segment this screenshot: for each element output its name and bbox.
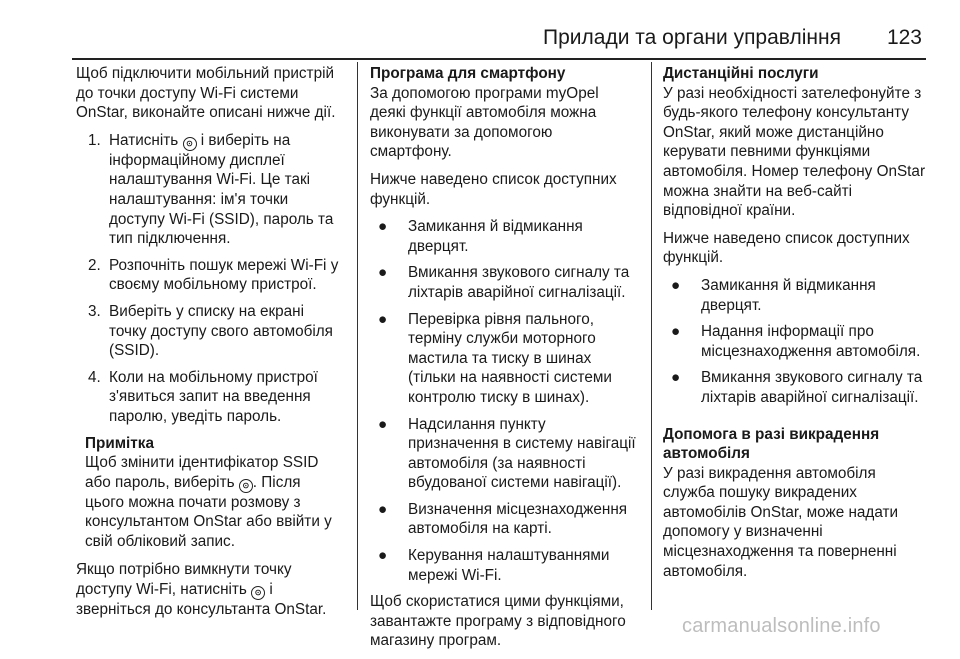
note [76, 434, 342, 552]
page-header [0, 26, 922, 56]
theft-assist-text: У разі викрадення автомобіля служба пошуку викрадених автомобілів OnStar, може надати допомогу у визначенні місцезнаходження та поверненні автомобіля. [663, 464, 899, 580]
note-text: Щоб змінити ідентифікатор SSID або пароль, виберіть ⊙ . Після цього можна почати розмову з консультантом OnStar або ввійти у свій обліковий запис. [85, 454, 332, 550]
smartphone-app-heading: Програма для смартфону [370, 65, 566, 82]
list-item: ● Визначення місцезнаходження автомобіля на карті. [378, 500, 628, 538]
step-text: Коли на мобільному пристрої з'явиться запит на введення паролю, уведіть пароль. [109, 368, 318, 425]
remote-services-intro: У разі необхідності зателефонуйте з будь-якого телефону консультанту OnStar, який може дистанційно керувати певними функціями автомобіля. Номер телефону OnStar можна знайти на веб-сайті відповідної країни. [663, 84, 926, 220]
list-item: ● Вмикання звукового сигналу та ліхтарів аварійної сигналізації. [671, 369, 923, 406]
page-title: Прилади та органи управління [543, 26, 841, 49]
list-item: ● Замикання й відмикання дверцят. [671, 276, 876, 314]
onstar-button-icon: ⊙ [239, 479, 253, 493]
column-2 [370, 64, 636, 659]
list-item: ● Керування налаштуваннями мережі Wi-Fi. [378, 547, 610, 584]
step-text: Виберіть у списку на екрані точку доступу свого автомобіля (SSID). [109, 302, 333, 360]
watermark: carmanualsonline.info [682, 615, 881, 637]
step-1: 1. Натисніть ⊙ і виберіть на інформаційному дисплеї налаштування Wi-Fi. Це такі налаштування: ім'я точки доступу Wi-Fi (SSID), пароль та тип підключення. [76, 131, 342, 249]
list-item: ● Замикання й відмикання дверцят. [378, 218, 583, 255]
step-2: 2. Розпочніть пошук мережі Wi-Fi у своєму мобільному пристрої. [76, 256, 342, 295]
list-item: ● Перевірка рівня пального, терміну служби моторного мастила та тиску в шинах (тільки на наявності системи контролю тиску в шинах). [378, 310, 612, 406]
page-number: 123 [886, 26, 922, 49]
step-text: Розпочніть пошук мережі Wi-Fi у своєму мобільному пристрої. [109, 256, 339, 294]
smartphone-intro: За допомогою програми myOpel деякі функції автомобіля можна виконувати за допомогою смартфону. [370, 84, 599, 161]
wifi-intro: Щоб підключити мобільний пристрій до точки доступу Wi-Fi системи OnStar, виконайте описані нижче дії. [76, 65, 336, 122]
onstar-button-icon: ⊙ [251, 586, 265, 600]
theft-assist-heading: Допомога в разі викрадення автомобіля [663, 425, 880, 463]
column-3 [663, 64, 929, 589]
list-item: ● Вмикання звукового сигналу та ліхтарів аварійної сигналізації. [378, 264, 630, 301]
step-text: Натисніть ⊙ і виберіть на інформаційному дисплеї налаштування Wi-Fi. Це такі налаштування: ім'я точки доступу Wi-Fi (SSID), пароль та тип підключення. [109, 131, 334, 248]
header-rule [72, 58, 926, 60]
smartphone-outro: Щоб скористатися цими функціями, завантажте програму з відповідного магазину програм. [370, 593, 626, 650]
step-4: 4. Коли на мобільному пристрої з'явиться запит на введення паролю, уведіть пароль. [76, 368, 342, 427]
column-1 [76, 64, 342, 628]
list-item: ● Надання інформації про місцезнаходження автомобіля. [671, 323, 921, 360]
onstar-button-icon: ⊙ [183, 137, 197, 151]
column-divider-2 [651, 62, 652, 610]
note-title: Примітка [85, 434, 154, 452]
list-item: ● Надсилання пункту призначення в систему навігації автомобіля (за наявності вбудованої системи навігації). [378, 415, 636, 492]
wifi-outro: Якщо потрібно вимкнути точку доступу Wi-Fi, натисніть ⊙ і зверніться до консультанта OnStar. [76, 561, 327, 619]
column-divider-1 [357, 62, 358, 610]
remote-services-heading: Дистанційні послуги [663, 65, 819, 82]
functions-intro: Нижче наведено список доступних функцій. [663, 229, 910, 267]
step-3: 3. Виберіть у списку на екрані точку доступу свого автомобіля (SSID). [76, 302, 342, 361]
functions-intro: Нижче наведено список доступних функцій. [370, 170, 617, 208]
